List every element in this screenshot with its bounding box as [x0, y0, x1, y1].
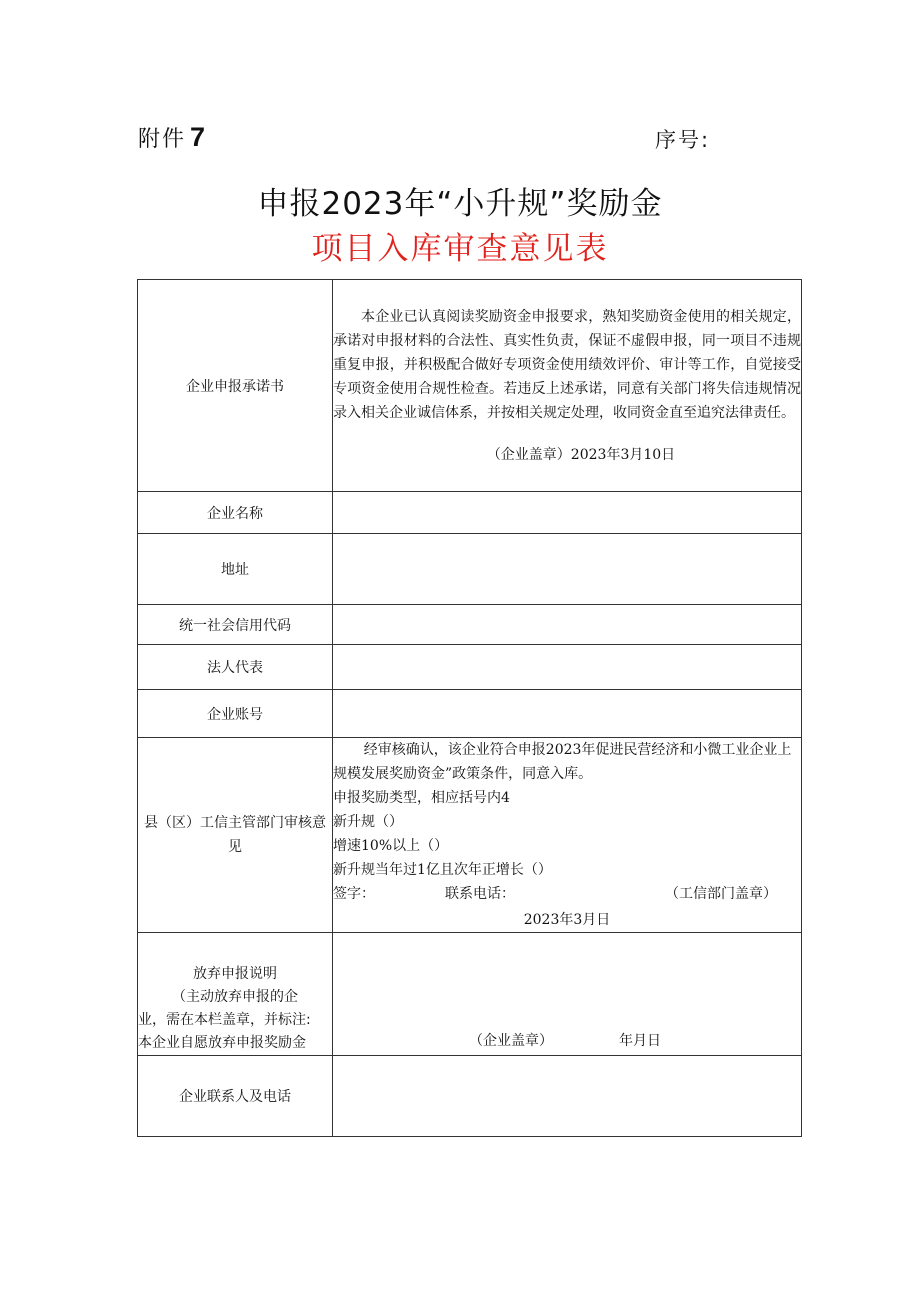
address-field[interactable]: [333, 534, 802, 605]
company-name-field[interactable]: [333, 492, 802, 534]
document-title: 申报2023年“小升规”奖励金: [257, 186, 663, 222]
promise-signature: （企业盖章）2023年3月10日: [486, 446, 676, 463]
review-option-growth[interactable]: 增速10%以上（）: [333, 838, 449, 854]
contact-label: 企业联系人及电话: [138, 1056, 333, 1137]
legal-rep-label: 法人代表: [138, 645, 333, 690]
review-sign-row: [333, 882, 801, 906]
contact-field[interactable]: [333, 1056, 802, 1137]
account-row: [138, 690, 802, 738]
review-intro: 经审核确认，该企业符合申报2023年促进民营经济和小微工业企业上规模发展奖励资金”政策条件，同意入库。: [333, 742, 792, 782]
review-phone-label: 联系电话：: [445, 886, 515, 902]
review-form-table: [137, 279, 802, 1137]
review-row: [138, 738, 802, 933]
promise-row: [138, 280, 802, 492]
address-label: 地址: [138, 534, 333, 605]
quit-sign-line: [333, 1029, 801, 1055]
credit-code-field[interactable]: [333, 605, 802, 645]
credit-code-label: 统一社会信用代码: [138, 605, 333, 645]
document-subtitle: 项目入库审查意见表: [311, 231, 609, 267]
account-label: 企业账号: [138, 690, 333, 738]
promise-label: 企业申报承诺书: [138, 280, 333, 492]
quit-label-line4: 本企业自愿放弃申报奖励金: [138, 1035, 306, 1051]
review-option-billion[interactable]: 新升规当年过1亿且次年正增长（）: [333, 862, 552, 878]
quit-label: [138, 933, 333, 1056]
account-field[interactable]: [333, 690, 802, 738]
quit-label-line1: 放弃申报说明: [193, 966, 277, 982]
promise-text: 本企业已认真阅读奖励资金申报要求，熟知奖励资金使用的相关规定，承诺对申报材料的合法性、真实性负责，保证不虚假申报，同一项目不违规重复申报，并积极配合做好专项资金使用绩效评价、审计等工作，自觉接受专项资金使用合规性检查。若违反上述承诺，同意有关部门将失信违规情况录入相关企业诚信体系，并按相关规定处理，收同资金直至追究法律责任。: [333, 308, 801, 421]
company-name-row: [138, 492, 802, 534]
review-stamp-label: （工信部门盖章）: [665, 886, 777, 902]
company-name-label: 企业名称: [138, 492, 333, 534]
serial-number-label: 序号:: [655, 128, 711, 152]
address-row: [138, 534, 802, 605]
promise-cell: [333, 280, 802, 492]
review-sign-label: 签字：: [333, 886, 375, 902]
attachment-label: [138, 122, 205, 153]
credit-code-row: [138, 605, 802, 645]
review-option-new[interactable]: 新升规（）: [333, 814, 403, 830]
quit-cell[interactable]: [333, 933, 802, 1056]
review-date: 2023年3月日: [523, 912, 611, 928]
attachment-text: 附件: [138, 127, 187, 152]
quit-stamp-label: （企业盖章）: [469, 1033, 553, 1049]
quit-date-label: 年月日: [619, 1033, 661, 1049]
quit-label-line2: （主动放弃申报的企: [172, 989, 298, 1005]
attachment-number: 7: [190, 122, 206, 152]
review-type-line: 申报奖励类型，相应括号内4: [333, 790, 510, 806]
legal-rep-row: [138, 645, 802, 690]
contact-row: [138, 1056, 802, 1137]
review-cell: [333, 738, 802, 933]
quit-row: [138, 933, 802, 1056]
review-label: 县（区）工信主管部门审核意见: [138, 738, 333, 933]
legal-rep-field[interactable]: [333, 645, 802, 690]
quit-label-line3: 业，需在本栏盖章，并标注:: [138, 1012, 311, 1028]
